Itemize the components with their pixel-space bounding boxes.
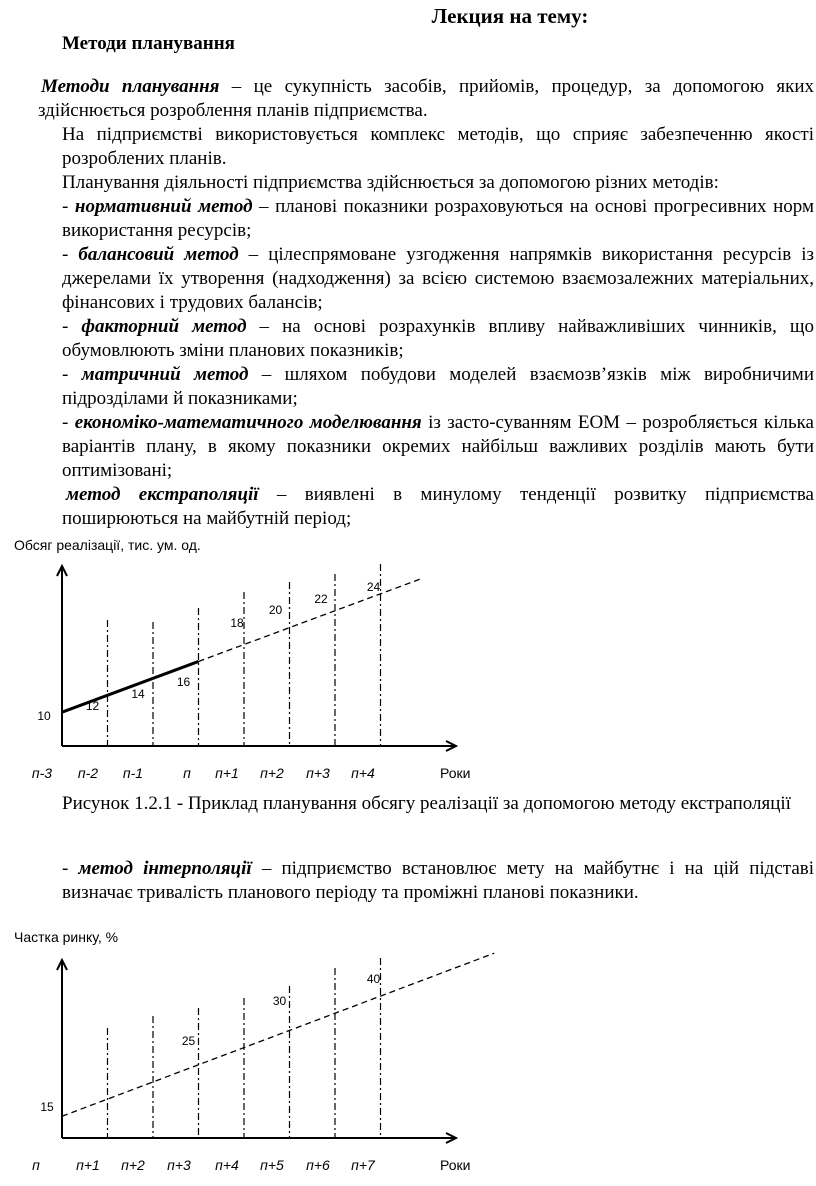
series-line-interpolation	[62, 953, 494, 1116]
x-tick-label: п+5	[260, 1157, 284, 1173]
x-tick-label: п+3	[306, 765, 330, 781]
paragraph-2: На підприємстві використовується комплекс методів, що сприяє забезпеченню якості розроблених планів.	[62, 124, 814, 169]
paragraph-3: Планування діяльності підприємства здійснюється за допомогою різних методів:	[62, 172, 719, 193]
method-interpolation: - метод інтерполяції – підприємство встановлює мету на майбутнє і на цій підставі визначає тривалість планового періоду та проміжні планові показники.	[62, 858, 815, 903]
x-tick-label: п+4	[215, 1157, 239, 1173]
interpolation-chart	[0, 920, 816, 1186]
lecture-subtitle: Методи планування	[62, 33, 235, 54]
method-balance: - балансовий метод – цілеспрямоване узгодження напрямків використання ресурсів із джерелами їх утворення (надходження) за всією системою взаємозалежних матеріальних, фінансових і трудових балансів;	[62, 244, 815, 313]
y-axis-label: Обсяг реалізації, тис. ум. од.	[14, 537, 201, 553]
x-tick-label: п+1	[76, 1157, 100, 1173]
x-tick-label: п+2	[121, 1157, 145, 1173]
data-label: 25	[181, 1034, 196, 1048]
x-axis-label: Роки	[440, 1157, 471, 1173]
x-tick-label: п-3	[31, 765, 53, 781]
data-label: 24	[366, 580, 381, 594]
figure-caption: Рисунок 1.2.1 - Приклад планування обсягу реалізації за допомогою методу екстраполяції	[62, 793, 791, 814]
method-extrapolation: метод екстраполяції – виявлені в минулому тенденції розвитку підприємства поширюються на майбутній період;	[62, 484, 814, 529]
data-label: 14	[131, 687, 145, 701]
method-normative: - нормативний метод – планові показники розраховуються на основі прогресивних норм використання ресурсів;	[62, 196, 814, 241]
data-label: 30	[272, 994, 287, 1008]
interpolation-text	[62, 857, 814, 905]
method-factor: - факторний метод – на основі розрахунків впливу найважливіших чинників, що обумовлюють зміни планових показників;	[62, 316, 815, 361]
x-tick-label: п+7	[351, 1157, 375, 1173]
data-label: 22	[314, 592, 328, 606]
data-label: 20	[268, 603, 283, 617]
x-tick-label: п+2	[260, 765, 284, 781]
x-tick-label: п+3	[167, 1157, 191, 1173]
data-label: 12	[85, 699, 100, 713]
definition-term: Методи планування	[41, 76, 220, 97]
x-tick-label: п+4	[351, 765, 375, 781]
x-tick-label: п	[32, 1157, 40, 1173]
x-axis-label: Роки	[440, 765, 471, 781]
x-tick-label: п+6	[306, 1157, 330, 1173]
definition-paragraph	[38, 75, 814, 123]
body-text	[38, 75, 815, 531]
data-label: 16	[176, 675, 191, 689]
x-tick-label: п	[183, 765, 191, 781]
x-tick-label: п+1	[215, 765, 239, 781]
x-tick-label: п-2	[77, 765, 99, 781]
method-econ-math: - економіко-математичного моделювання із засто-суванням ЕОМ – розробляється кілька варіантів плану, в якому показники окремих найбільш важливих розділів мають бути оптимізовані;	[62, 412, 814, 481]
data-label: 18	[230, 616, 244, 630]
definition-text: – це сукупність засобів, прийомів, процедур, за допомогою яких здійснюється розроблення планів підприємства.	[38, 76, 814, 121]
x-tick-label: п-1	[122, 765, 144, 781]
method-matrix: - матричний метод – шляхом побудови моделей взаємозв’язків між виробничими підрозділами й показниками;	[62, 364, 815, 409]
data-label: 40	[366, 972, 381, 986]
data-label: 10	[37, 709, 51, 723]
y-axis-label: Частка ринку, %	[14, 929, 119, 945]
lecture-title: Лекция на тему:	[431, 4, 589, 28]
data-label: 15	[40, 1100, 54, 1114]
extrapolation-chart	[0, 530, 816, 790]
